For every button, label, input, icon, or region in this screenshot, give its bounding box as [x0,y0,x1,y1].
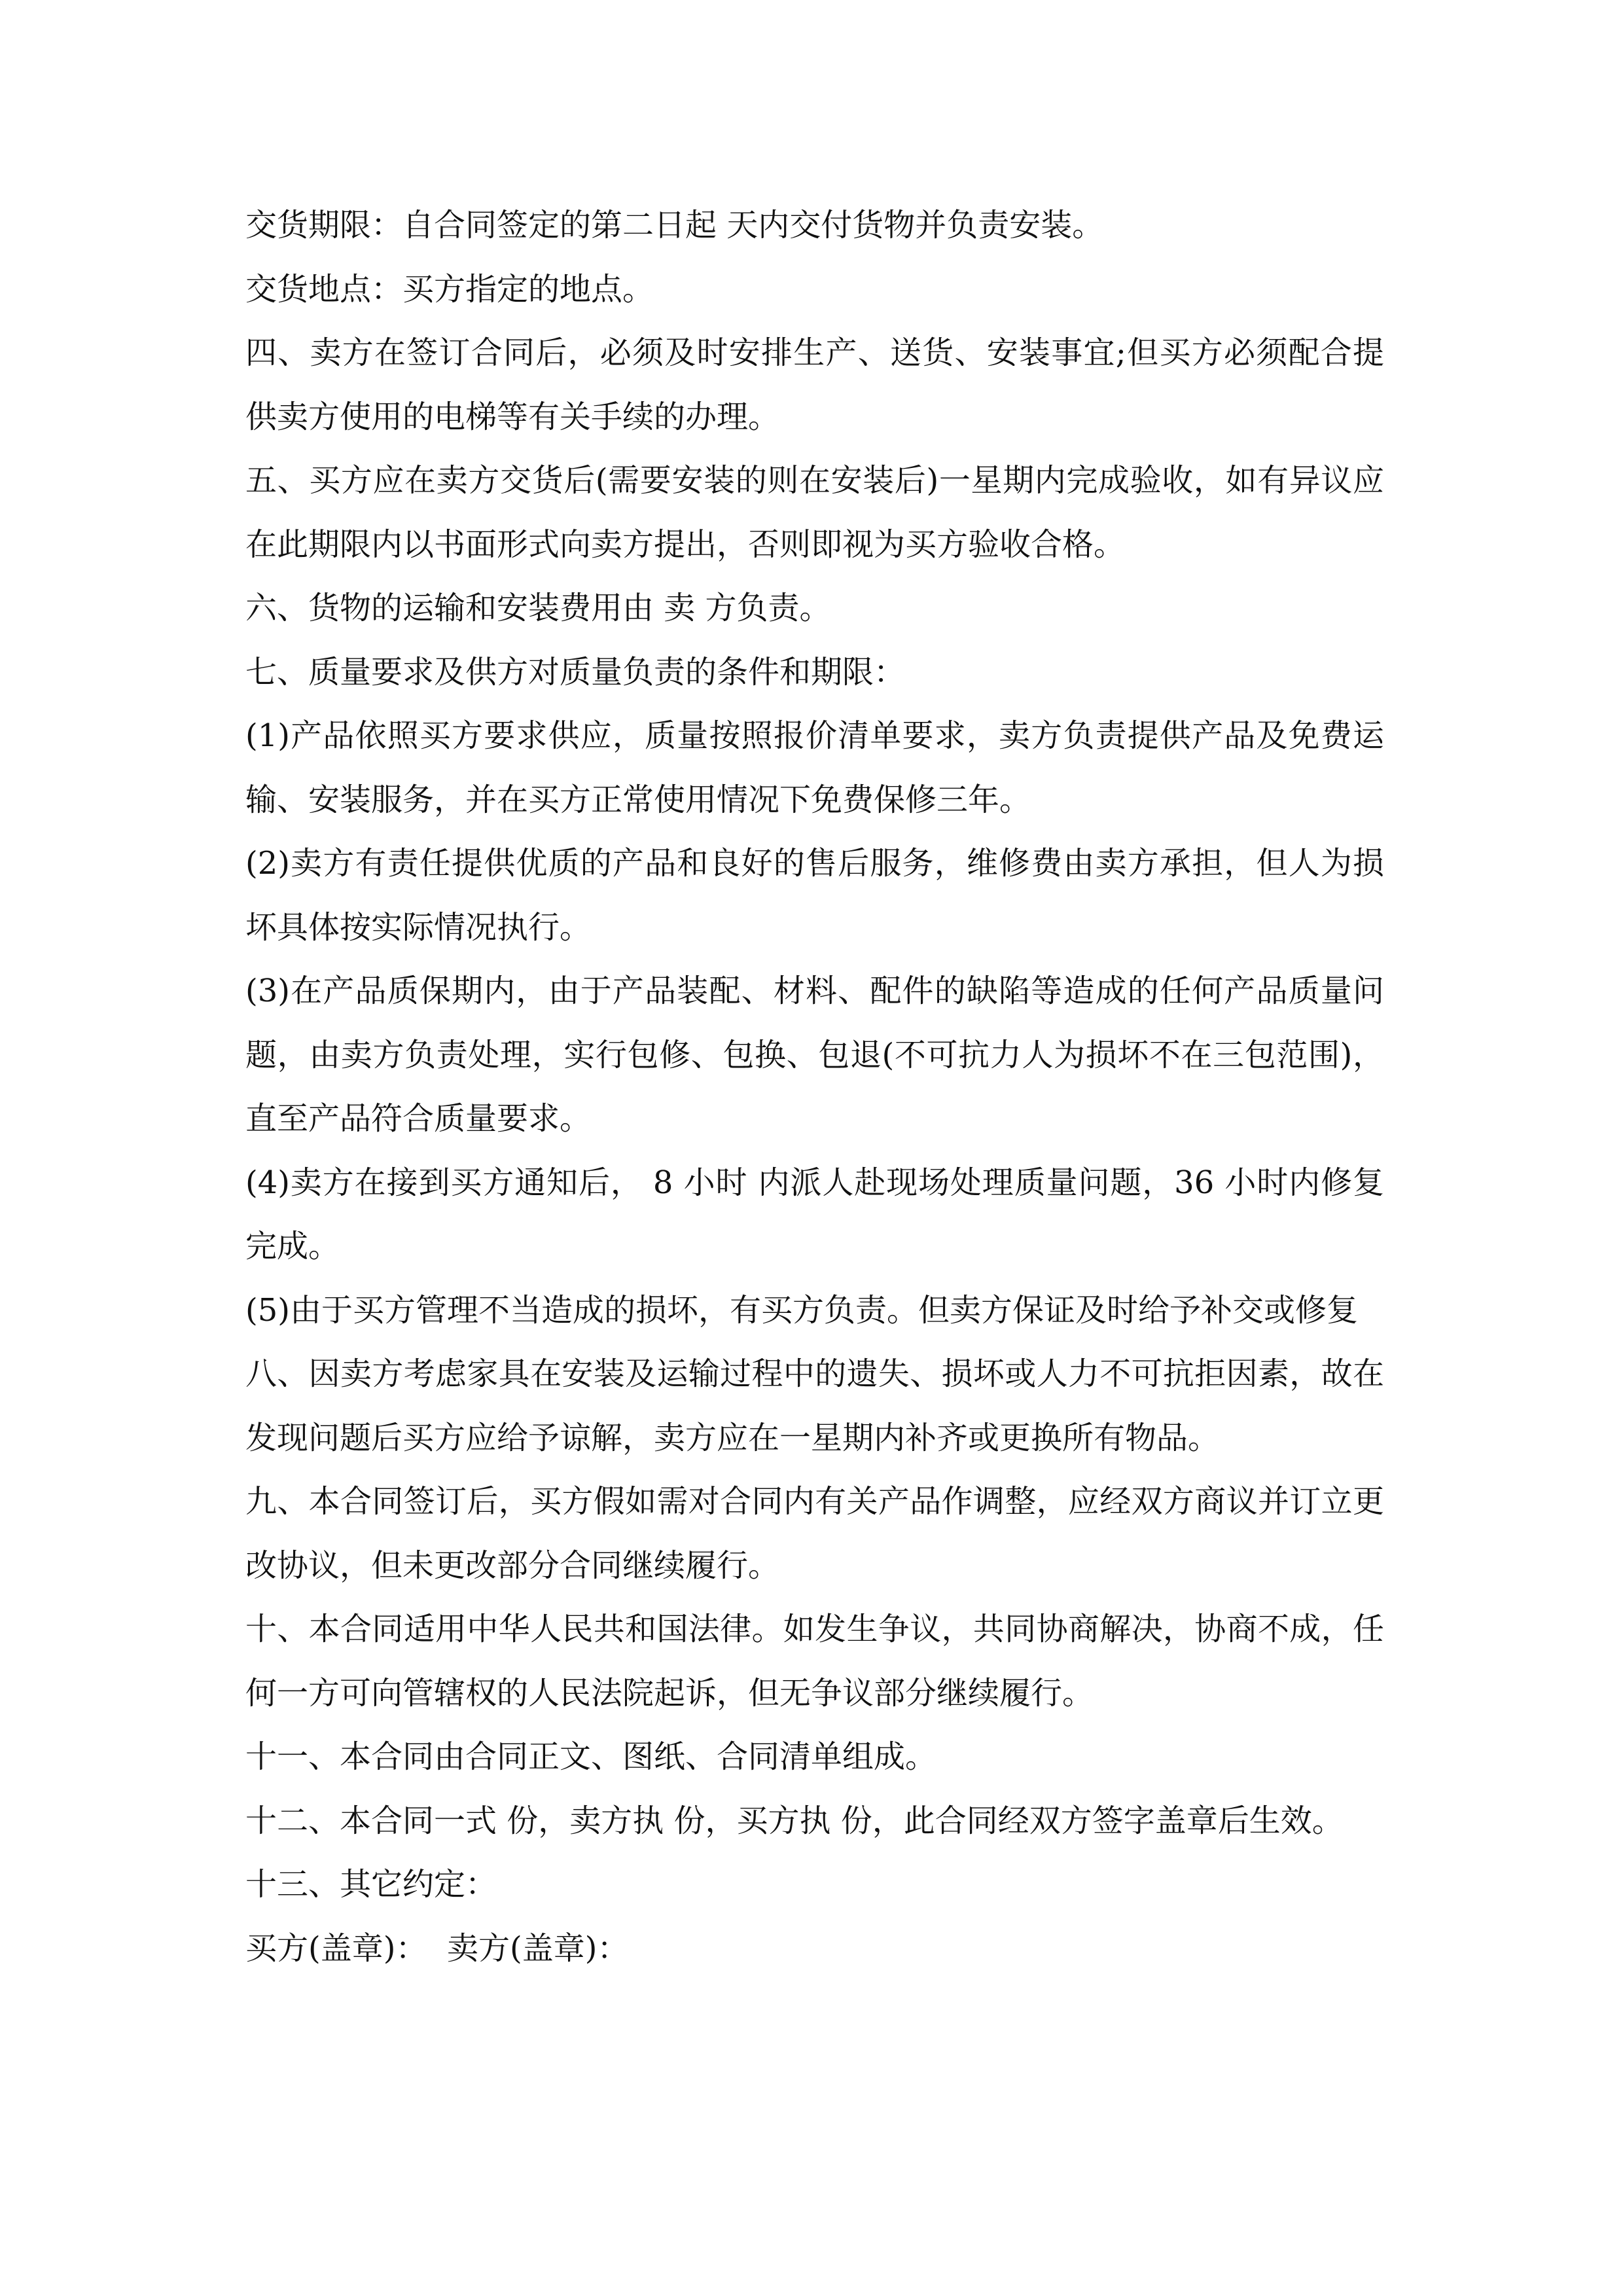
buyer-seal-label: 买方(盖章)： [245,1929,427,1967]
signature-line [245,1917,1384,1981]
clause-13: 十三、其它约定： [245,1866,497,1903]
clause-5: 五、买方应在卖方交货后(需要安装的则在安装后)一星期内完成验收，如有异议应在此期限内以书面形式向卖方提出，否则即视为买方验收合格。 [245,462,1384,563]
clause-7-item-5: (5)由于买方管理不当造成的损坏，有买方负责。但卖方保证及时给予补交或修复 [245,1291,1358,1329]
delivery-location: 交货地点：买方指定的地点。 [245,270,654,308]
clause-7-item-3: (3)在产品质保期内，由于产品装配、材料、配件的缺陷等造成的任何产品质量问题，由卖方负责处理，实行包修、包换、包退(不可抗力人为损坏不在三包范围)，直至产品符合质量要求。 [245,973,1384,1137]
clause-4: 四、卖方在签订合同后，必须及时安排生产、送货、安装事宜;但买方必须配合提供卖方使用的电梯等有关手续的办理。 [245,334,1384,435]
delivery-period: 交货期限：自合同签定的第二日起 天内交付货物并负责安装。 [245,207,1104,243]
clause-8: 八、因卖方考虑家具在安装及运输过程中的遗失、损坏或人力不可抗拒因素，故在发现问题后买方应给予谅解，卖方应在一星期内补齐或更换所有物品。 [245,1355,1384,1456]
seller-seal-label: 卖方(盖章)： [446,1929,629,1967]
clause-7: 七、质量要求及供方对质量负责的条件和期限： [245,653,906,691]
clause-7-item-1: (1)产品依照买方要求供应，质量按照报价清单要求，卖方负责提供产品及免费运输、安装服务，并在买方正常使用情况下免费保修三年。 [245,717,1384,818]
contract-body [245,194,1384,1981]
clause-9: 九、本合同签订后，买方假如需对合同内有关产品作调整，应经双方商议并订立更改协议，但未更改部分合同继续履行。 [245,1483,1384,1584]
clause-11: 十一、本合同由合同正文、图纸、合同清单组成。 [245,1738,937,1775]
clause-7-item-4: (4)卖方在接到买方通知后， 8 小时 内派人赴现场处理质量问题，36 小时内修复完成。 [245,1164,1384,1265]
clause-7-item-2: (2)卖方有责任提供优质的产品和良好的售后服务，维修费由卖方承担，但人为损坏具体按实际情况执行。 [245,845,1384,946]
clause-6: 六、货物的运输和安装费用由 卖 方负责。 [245,590,831,626]
clause-10: 十、本合同适用中华人民共和国法律。如发生争议，共同协商解决，协商不成，任何一方可向管辖权的人民法院起诉，但无争议部分继续履行。 [245,1611,1384,1712]
clause-12: 十二、本合同一式 份，卖方执 份，买方执 份，此合同经双方签字盖章后生效。 [245,1802,1344,1839]
